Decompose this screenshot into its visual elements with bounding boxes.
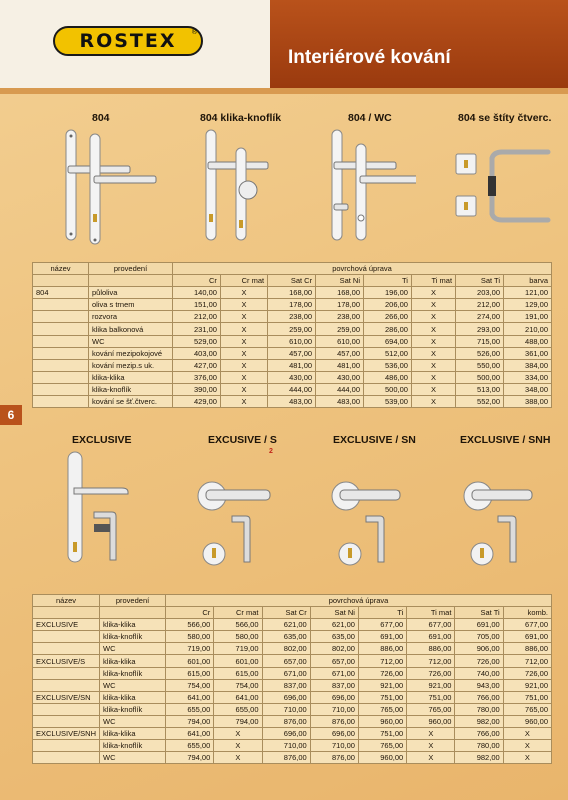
cell-price: 960,00 (358, 752, 406, 764)
cell-price: X (411, 335, 455, 347)
cell-price: 726,00 (358, 667, 406, 679)
cell-price: 168,00 (316, 287, 364, 299)
table-row (33, 703, 552, 715)
cell-price: 719,00 (214, 643, 262, 655)
cell-price: 427,00 (173, 359, 221, 371)
product-image-exclusive-s (196, 474, 276, 574)
product-label-exclusive-sn: EXCLUSIVE / SN (333, 434, 416, 446)
cell-price: 121,00 (504, 287, 552, 299)
cell-price: 610,00 (316, 335, 364, 347)
product-image-804-wc (326, 126, 416, 246)
cell-price: 921,00 (358, 679, 406, 691)
cell-price: 802,00 (262, 643, 310, 655)
cell-price: 671,00 (262, 667, 310, 679)
cell-price: X (411, 347, 455, 359)
cell-nazev (33, 299, 89, 311)
cell-price: 151,00 (173, 299, 221, 311)
cell-price: 388,00 (504, 396, 552, 408)
cell-price: 876,00 (310, 715, 358, 727)
cell-price: 512,00 (364, 347, 412, 359)
cell-price: 550,00 (456, 359, 504, 371)
cell-price: 635,00 (310, 631, 358, 643)
cell-provedeni: kování mezip.s uk. (89, 359, 173, 371)
cell-price: 751,00 (503, 691, 551, 703)
cell-price: 486,00 (364, 371, 412, 383)
col-header-ti-mat: Ti mat (411, 275, 455, 287)
cell-price: 766,00 (455, 691, 503, 703)
cell-provedeni: půloliva (89, 287, 173, 299)
cell-price: 982,00 (455, 715, 503, 727)
cell-price: X (411, 359, 455, 371)
cell-price: 740,00 (455, 667, 503, 679)
cell-provedeni: klika-knoflík (100, 740, 166, 752)
cell-price: 274,00 (456, 311, 504, 323)
product-image-804-stity (452, 148, 552, 228)
table-row (33, 667, 552, 679)
cell-price: 837,00 (262, 679, 310, 691)
cell-provedeni: klika-klika (100, 691, 166, 703)
cell-price: 960,00 (358, 715, 406, 727)
cell-provedeni: klika-klika (100, 619, 166, 631)
cell-price: 982,00 (455, 752, 503, 764)
cell-price: X (220, 311, 267, 323)
cell-nazev (33, 631, 100, 643)
cell-provedeni: kování mezipokojové (89, 347, 173, 359)
cell-nazev (33, 715, 100, 727)
cell-provedeni: klika-knoflík (100, 703, 166, 715)
cell-nazev: EXCLUSIVE/S (33, 655, 100, 667)
cell-price: X (220, 323, 267, 335)
footnote-marker: 2 (269, 448, 273, 455)
product-image-804-klika-knoflik (200, 126, 280, 246)
cell-price: 293,00 (456, 323, 504, 335)
cell-price: 765,00 (358, 703, 406, 715)
product-image-exclusive (64, 450, 134, 570)
cell-provedeni: klika-knoflík (89, 383, 173, 395)
cell-price: 536,00 (364, 359, 412, 371)
product-image-exclusive-sn (330, 474, 410, 574)
cell-price: 178,00 (268, 299, 316, 311)
cell-price: 751,00 (358, 691, 406, 703)
cell-nazev (33, 371, 89, 383)
table-row (33, 679, 552, 691)
cell-price: 710,00 (310, 740, 358, 752)
cell-price: 641,00 (166, 728, 214, 740)
product-label-804-klika-knoflik: 804 klika-knoflík (200, 112, 282, 124)
table-row (33, 619, 552, 631)
cell-price: 715,00 (456, 335, 504, 347)
col-header-ti: Ti (364, 275, 412, 287)
cell-provedeni: WC (100, 752, 166, 764)
cell-price: 696,00 (310, 728, 358, 740)
cell-price: 671,00 (310, 667, 358, 679)
table-row (33, 752, 552, 764)
cell-provedeni: klika-knoflík (100, 631, 166, 643)
cell-price: 943,00 (455, 679, 503, 691)
product-label-804-wc: 804 / WC (348, 112, 392, 124)
table-row (33, 715, 552, 727)
col-header-group: povrchová úprava (173, 263, 552, 275)
cell-price: 212,00 (456, 299, 504, 311)
header-dark-panel (270, 0, 568, 88)
cell-price: 876,00 (262, 715, 310, 727)
cell-price: 712,00 (407, 655, 455, 667)
table-row (33, 311, 552, 323)
cell-price: 794,00 (166, 715, 214, 727)
product-image-804 (60, 126, 160, 246)
col-header-sat-cr: Sat Cr (262, 607, 310, 619)
cell-price: 696,00 (310, 691, 358, 703)
cell-price: 802,00 (310, 643, 358, 655)
cell-price: 168,00 (268, 287, 316, 299)
cell-price: X (220, 359, 267, 371)
cell-nazev: EXCLUSIVE (33, 619, 100, 631)
col-header-komb: komb. (503, 607, 551, 619)
col-header-sat-ti: Sat Ti (456, 275, 504, 287)
cell-price: X (411, 396, 455, 408)
cell-price: 719,00 (166, 643, 214, 655)
cell-provedeni: klika-klika (100, 728, 166, 740)
table-row (33, 631, 552, 643)
cell-provedeni: klika-knoflík (100, 667, 166, 679)
col-header-ti: Ti (358, 607, 406, 619)
cell-price: 705,00 (455, 631, 503, 643)
page-header (0, 0, 568, 88)
cell-price: 754,00 (166, 679, 214, 691)
cell-price: 876,00 (262, 752, 310, 764)
cell-price: 751,00 (358, 728, 406, 740)
product-image-exclusive-snh (462, 474, 542, 574)
cell-provedeni: WC (89, 335, 173, 347)
header-divider (0, 88, 568, 94)
cell-price: X (407, 728, 455, 740)
col-header-barva: barva (504, 275, 552, 287)
cell-price: 601,00 (214, 655, 262, 667)
cell-price: 726,00 (407, 667, 455, 679)
cell-price: 960,00 (503, 715, 551, 727)
cell-price: 696,00 (262, 691, 310, 703)
cell-nazev (33, 679, 100, 691)
product-label-exclusive-s: EXCUSIVE / S (208, 434, 277, 446)
col-header-cr: Cr (166, 607, 214, 619)
cell-price: 178,00 (316, 299, 364, 311)
cell-price: X (220, 383, 267, 395)
table-row (33, 655, 552, 667)
col-header-cr-mat: Cr mat (220, 275, 267, 287)
cell-price: X (411, 323, 455, 335)
cell-nazev: 804 (33, 287, 89, 299)
product-label-804: 804 (92, 112, 110, 124)
cell-price: 837,00 (310, 679, 358, 691)
rostex-logo (53, 26, 203, 56)
product-label-exclusive: EXCLUSIVE (72, 434, 132, 446)
col-header-nazev: název (33, 263, 89, 275)
table-row (33, 371, 552, 383)
cell-price: 481,00 (268, 359, 316, 371)
cell-price: 580,00 (166, 631, 214, 643)
cell-price: 191,00 (504, 311, 552, 323)
cell-price: 259,00 (268, 323, 316, 335)
col-header-provedeni: provedení (100, 595, 166, 607)
cell-price: 539,00 (364, 396, 412, 408)
cell-price: 601,00 (166, 655, 214, 667)
col-header-sat-ni: Sat Ni (316, 275, 364, 287)
cell-nazev (33, 347, 89, 359)
cell-price: 552,00 (456, 396, 504, 408)
cell-price: 384,00 (504, 359, 552, 371)
table-row (33, 396, 552, 408)
cell-price: 751,00 (407, 691, 455, 703)
cell-price: 694,00 (364, 335, 412, 347)
table-row (33, 335, 552, 347)
cell-price: 886,00 (358, 643, 406, 655)
cell-price: 726,00 (503, 667, 551, 679)
cell-price: X (503, 728, 551, 740)
cell-price: 726,00 (455, 655, 503, 667)
col-header-group: povrchová úprava (166, 595, 552, 607)
cell-price: 483,00 (268, 396, 316, 408)
cell-price: 615,00 (166, 667, 214, 679)
cell-price: 655,00 (166, 740, 214, 752)
col-header-provedeni: provedení (89, 263, 173, 275)
cell-price: 129,00 (504, 299, 552, 311)
cell-nazev: EXCLUSIVE/SNH (33, 728, 100, 740)
cell-price: 500,00 (456, 371, 504, 383)
cell-provedeni: WC (100, 679, 166, 691)
cell-price: X (411, 371, 455, 383)
cell-nazev (33, 643, 100, 655)
cell-price: X (411, 287, 455, 299)
cell-price: 691,00 (407, 631, 455, 643)
cell-price: 766,00 (455, 728, 503, 740)
table-row (33, 691, 552, 703)
cell-price: 886,00 (407, 643, 455, 655)
cell-price: 481,00 (316, 359, 364, 371)
cell-price: 765,00 (503, 703, 551, 715)
cell-price: X (214, 752, 262, 764)
table-row (33, 643, 552, 655)
price-table-exclusive (32, 594, 552, 764)
cell-price: 526,00 (456, 347, 504, 359)
cell-price: 655,00 (166, 703, 214, 715)
cell-price: 765,00 (407, 703, 455, 715)
cell-price: 238,00 (268, 311, 316, 323)
table-row (33, 383, 552, 395)
cell-price: 403,00 (173, 347, 221, 359)
cell-price: 886,00 (503, 643, 551, 655)
cell-price: 754,00 (214, 679, 262, 691)
product-label-804-stity: 804 se štíty čtverc. (458, 112, 552, 124)
cell-price: X (411, 311, 455, 323)
cell-price: X (220, 347, 267, 359)
cell-price: 231,00 (173, 323, 221, 335)
cell-nazev (33, 383, 89, 395)
cell-price: 529,00 (173, 335, 221, 347)
cell-price: X (407, 740, 455, 752)
price-table-804 (32, 262, 552, 408)
logo-text: ROSTEX (79, 30, 177, 52)
col-header-cr-mat: Cr mat (214, 607, 262, 619)
cell-price: 710,00 (262, 740, 310, 752)
col-header-sat-ti: Sat Ti (455, 607, 503, 619)
cell-price: X (503, 752, 551, 764)
cell-price: 780,00 (455, 740, 503, 752)
cell-price: 266,00 (364, 311, 412, 323)
cell-price: 500,00 (364, 383, 412, 395)
cell-nazev (33, 703, 100, 715)
cell-price: 641,00 (166, 691, 214, 703)
cell-nazev (33, 311, 89, 323)
table-row (33, 359, 552, 371)
table-row (33, 740, 552, 752)
cell-price: X (220, 287, 267, 299)
cell-price: 960,00 (407, 715, 455, 727)
cell-price: 483,00 (316, 396, 364, 408)
cell-price: X (220, 299, 267, 311)
cell-price: 429,00 (173, 396, 221, 408)
cell-price: X (407, 752, 455, 764)
cell-price: X (411, 383, 455, 395)
cell-price: 691,00 (358, 631, 406, 643)
cell-provedeni: WC (100, 643, 166, 655)
cell-nazev (33, 752, 100, 764)
col-header-ti-mat: Ti mat (407, 607, 455, 619)
cell-price: 580,00 (214, 631, 262, 643)
cell-price: 566,00 (166, 619, 214, 631)
cell-price: 641,00 (214, 691, 262, 703)
cell-price: 696,00 (262, 728, 310, 740)
table-row (33, 347, 552, 359)
cell-price: 390,00 (173, 383, 221, 395)
cell-price: 906,00 (455, 643, 503, 655)
cell-price: 677,00 (407, 619, 455, 631)
cell-price: X (214, 728, 262, 740)
cell-price: 376,00 (173, 371, 221, 383)
cell-nazev: EXCLUSIVE/SN (33, 691, 100, 703)
col-header-cr: Cr (173, 275, 221, 287)
cell-price: 430,00 (268, 371, 316, 383)
cell-price: 196,00 (364, 287, 412, 299)
cell-price: 677,00 (358, 619, 406, 631)
cell-nazev (33, 323, 89, 335)
cell-nazev (33, 740, 100, 752)
cell-provedeni: rozvora (89, 311, 173, 323)
cell-price: 780,00 (455, 703, 503, 715)
cell-price: 457,00 (268, 347, 316, 359)
col-header-nazev: název (33, 595, 100, 607)
cell-price: 765,00 (358, 740, 406, 752)
cell-nazev (33, 396, 89, 408)
cell-nazev (33, 667, 100, 679)
cell-price: 140,00 (173, 287, 221, 299)
cell-price: 677,00 (503, 619, 551, 631)
cell-price: 348,00 (504, 383, 552, 395)
cell-price: 444,00 (268, 383, 316, 395)
cell-provedeni: oliva s trnem (89, 299, 173, 311)
col-header-sat-cr: Sat Cr (268, 275, 316, 287)
cell-price: 657,00 (262, 655, 310, 667)
cell-price: 615,00 (214, 667, 262, 679)
cell-price: 710,00 (310, 703, 358, 715)
table-row (33, 728, 552, 740)
cell-price: 203,00 (456, 287, 504, 299)
cell-price: 712,00 (358, 655, 406, 667)
cell-nazev (33, 359, 89, 371)
cell-price: 610,00 (268, 335, 316, 347)
logo-registered-mark: ® (191, 29, 197, 36)
cell-provedeni: klika-klika (89, 371, 173, 383)
cell-price: 921,00 (407, 679, 455, 691)
cell-price: X (220, 335, 267, 347)
cell-price: 444,00 (316, 383, 364, 395)
cell-price: 921,00 (503, 679, 551, 691)
cell-price: 635,00 (262, 631, 310, 643)
cell-price: 210,00 (504, 323, 552, 335)
table-row (33, 299, 552, 311)
cell-price: 712,00 (503, 655, 551, 667)
cell-price: 876,00 (310, 752, 358, 764)
cell-price: 794,00 (214, 715, 262, 727)
cell-price: 457,00 (316, 347, 364, 359)
cell-price: X (220, 371, 267, 383)
cell-price: 430,00 (316, 371, 364, 383)
cell-price: 657,00 (310, 655, 358, 667)
cell-price: 259,00 (316, 323, 364, 335)
cell-price: X (220, 396, 267, 408)
col-header-sat-ni: Sat Ni (310, 607, 358, 619)
cell-price: X (411, 299, 455, 311)
cell-price: 286,00 (364, 323, 412, 335)
table-row (33, 323, 552, 335)
cell-nazev (33, 335, 89, 347)
cell-provedeni: WC (100, 715, 166, 727)
cell-price: 691,00 (503, 631, 551, 643)
cell-price: 238,00 (316, 311, 364, 323)
cell-price: 566,00 (214, 619, 262, 631)
cell-price: 621,00 (310, 619, 358, 631)
cell-price: 361,00 (504, 347, 552, 359)
page-number-badge: 6 (0, 405, 22, 425)
cell-price: 334,00 (504, 371, 552, 383)
cell-price: 710,00 (262, 703, 310, 715)
page-title: Interiérové kování (288, 47, 451, 68)
cell-price: X (503, 740, 551, 752)
table-row (33, 287, 552, 299)
cell-price: 794,00 (166, 752, 214, 764)
cell-price: 212,00 (173, 311, 221, 323)
cell-price: 621,00 (262, 619, 310, 631)
cell-price: 691,00 (455, 619, 503, 631)
cell-price: 488,00 (504, 335, 552, 347)
cell-provedeni: klika-klika (100, 655, 166, 667)
cell-provedeni: klika balkonová (89, 323, 173, 335)
cell-price: 513,00 (456, 383, 504, 395)
cell-price: X (214, 740, 262, 752)
product-label-exclusive-snh: EXCLUSIVE / SNH (460, 434, 551, 446)
cell-provedeni: kování se šť.čtverc. (89, 396, 173, 408)
cell-price: 655,00 (214, 703, 262, 715)
cell-price: 206,00 (364, 299, 412, 311)
